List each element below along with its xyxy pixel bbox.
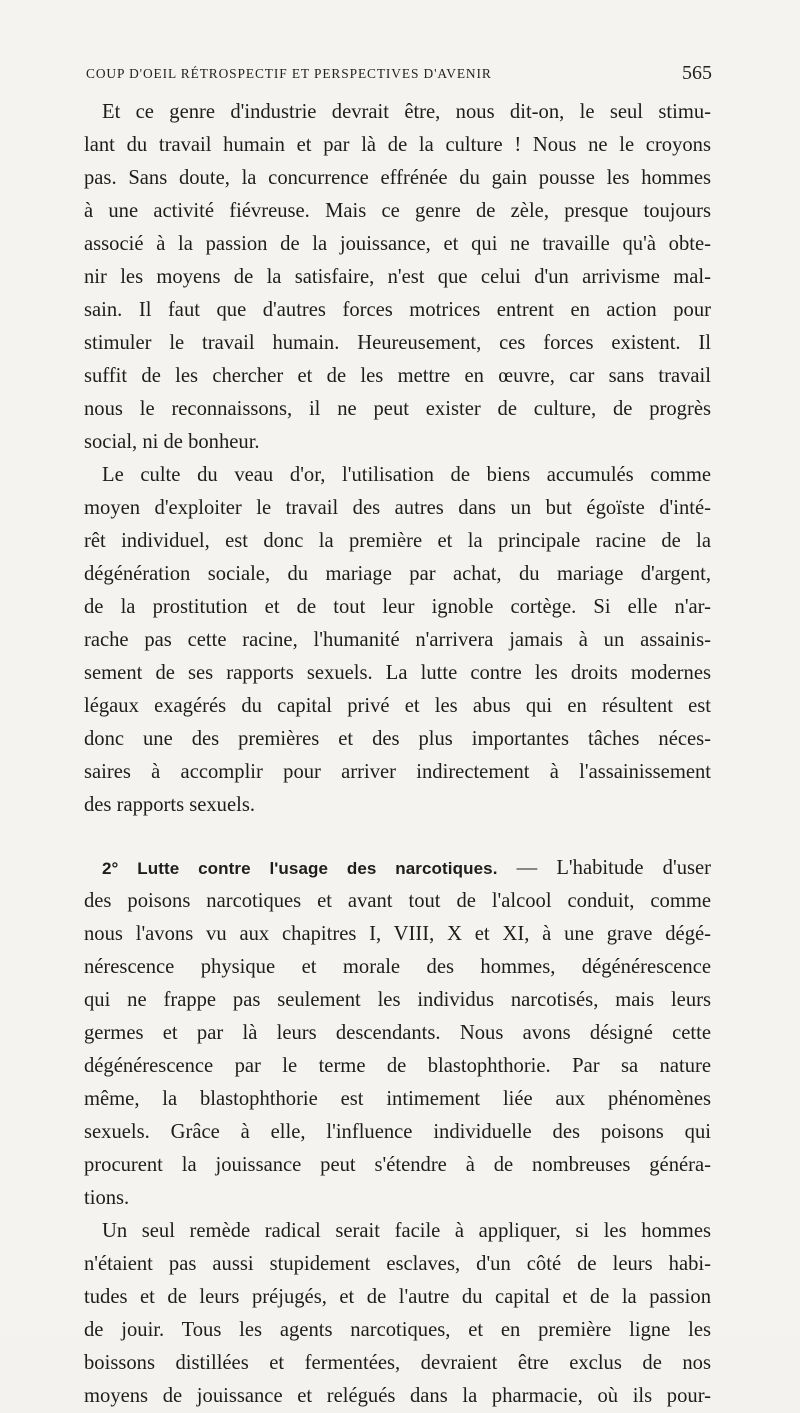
text-line: procurent la jouissance peut s'étendre à de nombreuses généra- [84, 1154, 711, 1176]
text-line: social, ni de bonheur. [84, 431, 260, 453]
text-line: stimuler le travail humain. Heureusement, ces forces existent. Il [84, 332, 711, 354]
text-line: associé à la passion de la jouissance, et qui ne travaille qu'à obte- [84, 233, 711, 255]
text-line: donc une des premières et des plus importantes tâches néces- [84, 728, 711, 750]
paragraph-4 [84, 1215, 711, 1413]
text-line: dégénération sociale, du mariage par achat, du mariage d'argent, [84, 563, 711, 585]
text-line: sexuels. Grâce à elle, l'influence individuelle des poisons qui [84, 1121, 711, 1143]
text-line: boissons distillées et fermentées, devraient être exclus de nos [84, 1352, 711, 1374]
text-line: rêt individuel, est donc la première et la principale racine de la [84, 530, 711, 552]
text-line: de jouir. Tous les agents narcotiques, et en première ligne les [84, 1319, 711, 1341]
text-line: saires à accomplir pour arriver indirectement à l'assainissement [84, 761, 711, 783]
text-line: lant du travail humain et par là de la culture ! Nous ne le croyons [84, 134, 711, 156]
text-line: Un seul remède radical serait facile à appliquer, si les hommes [102, 1220, 711, 1242]
text-line: nir les moyens de la satisfaire, n'est que celui d'un arrivisme mal- [84, 266, 711, 288]
section-heading-continuation: — L'habitude d'user [497, 857, 711, 879]
text-line: même, la blastophthorie est intimement liée aux phénomènes [84, 1088, 711, 1110]
text-line: à une activité fiévreuse. Mais ce genre de zèle, presque toujours [84, 200, 711, 222]
running-title: COUP D'OEIL RÉTROSPECTIF ET PERSPECTIVES D'AVENIR [86, 66, 492, 81]
text-line: moyen d'exploiter le travail des autres dans un but égoïste d'inté- [84, 497, 711, 519]
text-line: des poisons narcotiques et avant tout de l'alcool conduit, comme [84, 890, 711, 912]
text-line: n'étaient pas aussi stupidement esclaves, d'un côté de leurs habi- [84, 1253, 711, 1275]
text-line: Le culte du veau d'or, l'utilisation de biens accumulés comme [102, 464, 711, 486]
text-line: sain. Il faut que d'autres forces motrices entrent en action pour [84, 299, 711, 321]
text-line: légaux exagérés du capital privé et les abus qui en résultent est [84, 695, 711, 717]
text-line: dégénérescence par le terme de blastophthorie. Par sa nature [84, 1055, 711, 1077]
text-line: des rapports sexuels. [84, 794, 256, 816]
section-heading: 2° Lutte contre l'usage des narcotiques. [102, 859, 498, 878]
paragraph-2 [84, 459, 711, 822]
text-line: nérescence physique et morale des hommes, dégénérescence [84, 956, 711, 978]
section-narcotics [84, 852, 711, 1215]
body-text [84, 96, 711, 1413]
text-line: suffit de les chercher et de les mettre en œuvre, car sans travail [84, 365, 711, 387]
paragraph-1 [84, 96, 711, 459]
text-line: pas. Sans doute, la concurrence effrénée du gain pousse les hommes [84, 167, 711, 189]
text-line: rache pas cette racine, l'humanité n'arrivera jamais à un assainis- [84, 629, 711, 651]
text-line: tions. [84, 1187, 130, 1209]
text-line: germes et par là leurs descendants. Nous avons désigné cette [84, 1022, 711, 1044]
text-line: tudes et de leurs préjugés, et de l'autre du capital et de la passion [84, 1286, 711, 1308]
text-line: moyens de jouissance et relégués dans la pharmacie, où ils pour- [84, 1385, 711, 1407]
section-first-line [84, 852, 711, 885]
section-gap [84, 822, 711, 852]
text-line: sement de ses rapports sexuels. La lutte contre les droits modernes [84, 662, 711, 684]
text-line: de la prostitution et de tout leur ignoble cortège. Si elle n'ar- [84, 596, 711, 618]
text-line: Et ce genre d'industrie devrait être, nous dit-on, le seul stimu- [102, 101, 711, 123]
text-line: nous le reconnaissons, il ne peut exister de culture, de progrès [84, 398, 711, 420]
running-head [86, 62, 712, 86]
page-number: 565 [682, 62, 712, 84]
text-line: qui ne frappe pas seulement les individus narcotisés, mais leurs [84, 989, 711, 1011]
text-line: nous l'avons vu aux chapitres I, VIII, X et XI, à une grave dégé- [84, 923, 711, 945]
